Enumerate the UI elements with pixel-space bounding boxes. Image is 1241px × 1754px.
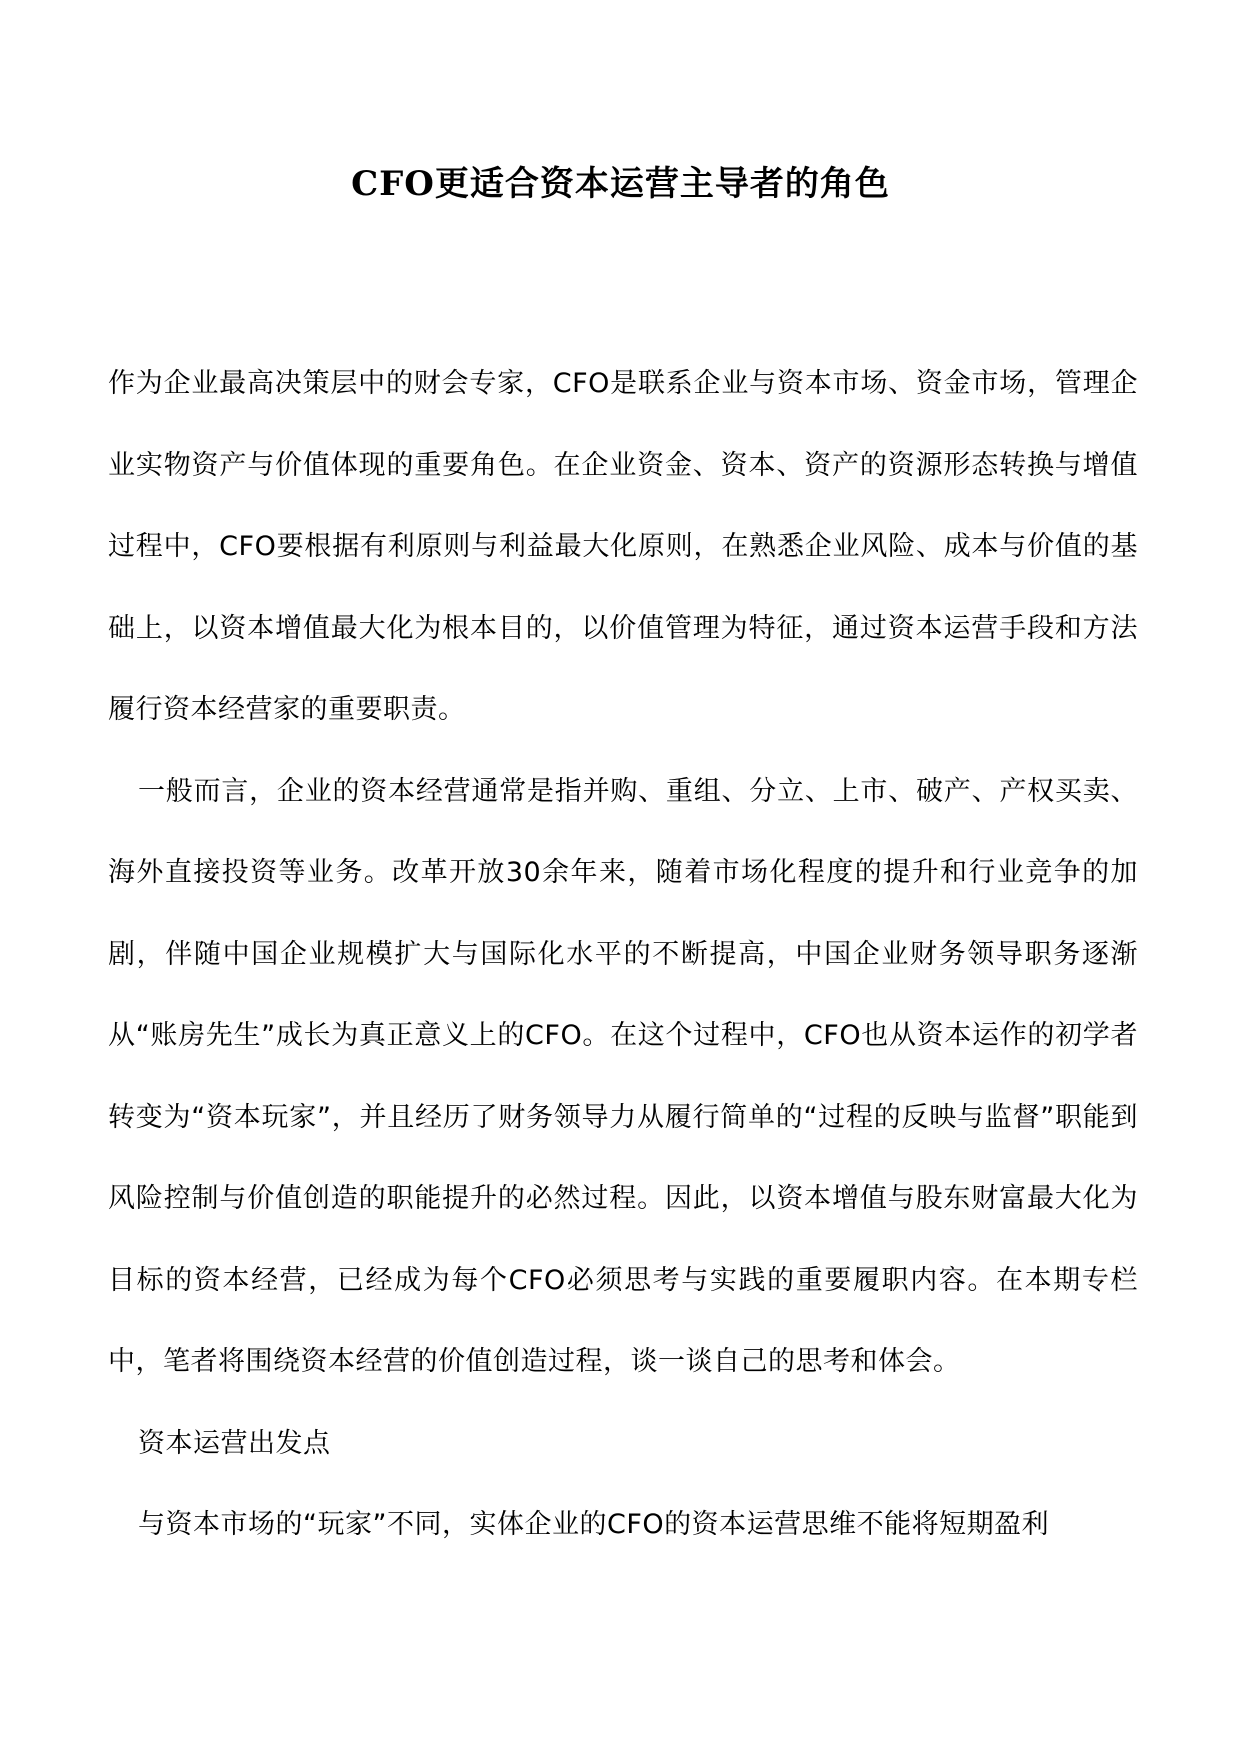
paragraph-background: 一般而言，企业的资本经营通常是指并购、重组、分立、上市、破产、产权买卖、海外直接投资等业务。改革开放30余年来，随着市场化程度的提升和行业竞争的加剧，伴随中国企业规模扩大与国际化水平的不断提高，中国企业财务领导职务逐渐从“账房先生”成长为真正意义上的CFO。在这个过程中，CFO也从资本运作的初学者转变为“资本玩家”，并且经历了财务领导力从履行简单的“过程的反映与监督”职能到风险控制与价值创造的职能提升的必然过程。因此，以资本增值与股东财富最大化为目标的资本经营，已经成为每个CFO必须思考与实践的重要履职内容。在本期专栏中，笔者将围绕资本经营的价值创造过程，谈一谈自己的思考和体会。	[108, 775, 1138, 1377]
paragraph-intro: 作为企业最高决策层中的财会专家，CFO是联系企业与资本市场、资金市场，管理企业实物资产与价值体现的重要角色。在企业资金、资本、资产的资源形态转换与增值过程中，CFO要根据有利原则与利益最大化原则，在熟悉企业风险、成本与价值的基础上，以资本增值最大化为根本目的，以价值管理为特征，通过资本运营手段和方法履行资本经营家的重要职责。	[108, 368, 1138, 725]
document-title: CFO更适合资本运营主导者的角色	[351, 164, 890, 204]
section-heading: 资本运营出发点	[138, 1427, 331, 1459]
paragraph-section-start: 与资本市场的“玩家”不同，实体企业的CFO的资本运营思维不能将短期盈利	[138, 1509, 1050, 1540]
document-body	[108, 343, 1138, 1566]
